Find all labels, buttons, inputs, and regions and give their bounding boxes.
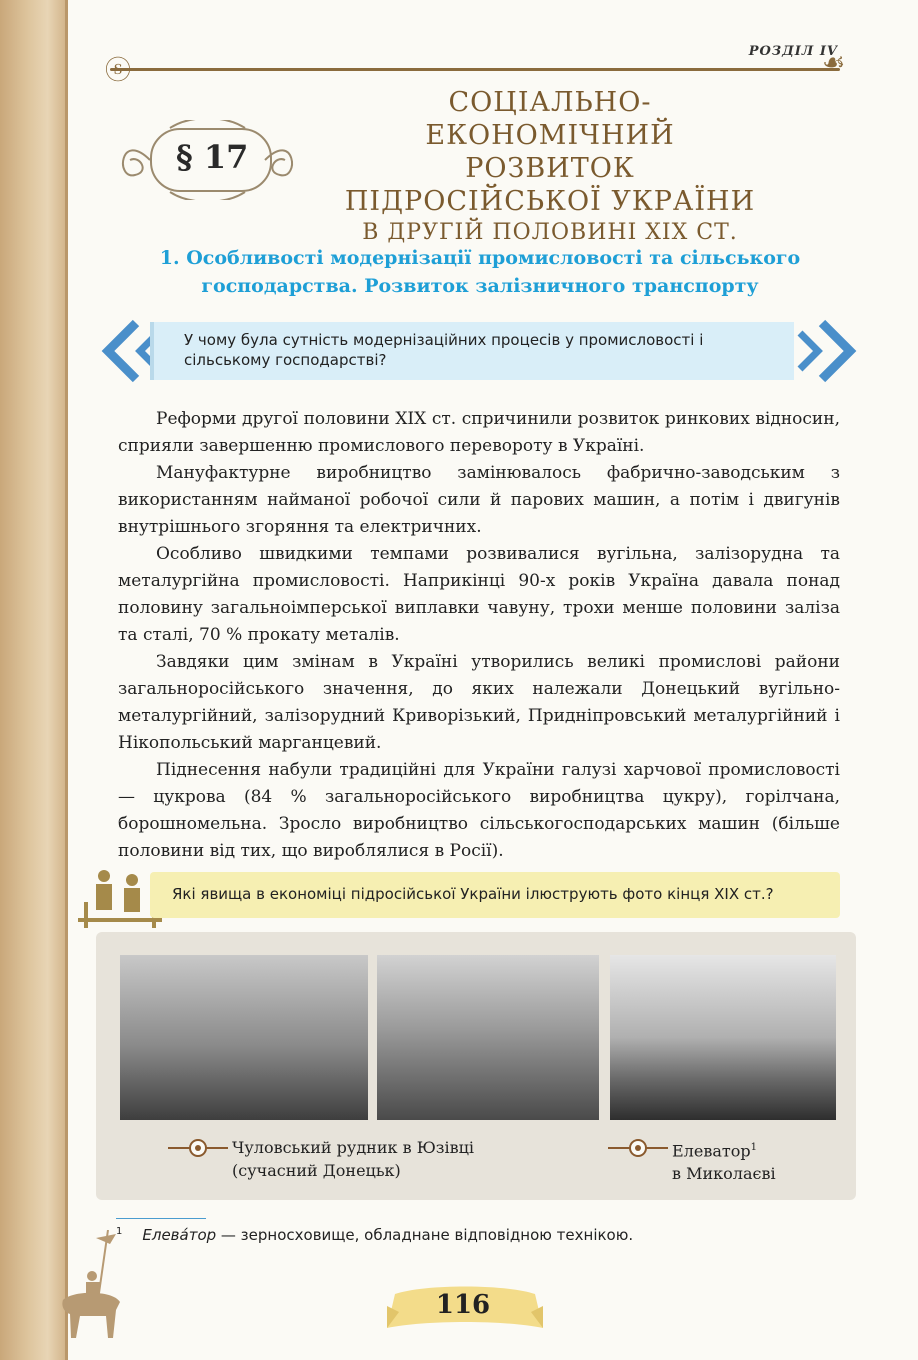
body-paragraph: Піднесення набули традиційні для України галузі харчової промисловості — цукрова (84 % загальноросійського виробництва цукру), горілчана, борошномельна. Зросло виробництво сільськогосподарських машин (більше половини від тих, що вироблялися в Росії). <box>118 760 840 861</box>
footnote-rule <box>116 1218 206 1219</box>
photo-question-text: Які явища в економіці підросійської України ілюструють фото кінця XIX ст.? <box>172 885 774 903</box>
footnote-term: Елева́тор <box>142 1226 217 1244</box>
caption-line: (сучасний Донецьк) <box>232 1161 401 1180</box>
subheading-line: 1. Особливості модернізації промисловості та сільського <box>159 247 801 269</box>
page-number: 116 <box>435 1290 491 1320</box>
caption-mine <box>232 1136 474 1182</box>
body-paragraph: Особливо швидкими темпами розвивалися вугільна, залізорудна та металургійна промисловості. Наприкінці 90-х років Україна давала понад половину загальноімперської виплавки чавуну, трохи менше половини заліза та сталі, 70 % прокату металів. <box>118 544 840 645</box>
photo-question-band <box>150 872 840 918</box>
body-paragraph: Реформи другої половини XIX ст. спричинили розвиток ринкових відносин, сприяли завершенню промислового перевороту в Україні. <box>118 409 840 456</box>
photo-elevator <box>610 955 836 1120</box>
body-text <box>118 406 840 865</box>
caption-line: Елеватор <box>672 1141 751 1161</box>
question-text: У чому була сутність модернізаційних процесів у промисловості і сільському господарстві? <box>184 331 704 369</box>
photo-mine <box>120 955 368 1120</box>
title-line: СОЦІАЛЬНО-ЕКОНОМІЧНИЙ <box>425 87 675 151</box>
body-paragraph: Мануфактурне виробництво замінювалось фабрично-заводським з використанням найманої робочої сили й парових машин, а потім і двигунів внутрішнього згоряння та електричних. <box>118 463 840 537</box>
horseman-silhouette-icon <box>58 1230 128 1340</box>
page-edge-decoration <box>0 0 68 1360</box>
title-line: РОЗВИТОК <box>465 153 635 184</box>
header-rule <box>110 68 840 71</box>
caption-line: Чуловський рудник в Юзівці <box>232 1138 475 1157</box>
section-label: РОЗДІЛ IV <box>748 44 838 59</box>
caption-line: в Миколаєві <box>672 1164 776 1184</box>
footnote-mark: 1 <box>116 1226 123 1237</box>
blue-ornament-icon <box>792 318 862 384</box>
body-paragraph: Завдяки цим змінам в Україні утворились великі промислові райони загальноросійського значення, до яких належали Донецький вугільно-металургійний, залізорудний Криворізький, Придніпровський металургійний і Нікопольський марганцевий. <box>118 652 840 753</box>
swirl-ornament-icon: ☙ <box>822 48 846 78</box>
footnote-text: — зерносховище, обладнане відповідною технікою. <box>216 1226 634 1244</box>
caption-ornament-icon <box>168 1138 228 1158</box>
question-box <box>150 322 794 380</box>
footnote <box>116 1226 633 1244</box>
title-line: ПІДРОСІЙСЬКОЇ УКРАЇНИ <box>344 186 756 217</box>
title-line: В ДРУГІЙ ПОЛОВИНІ XIX СТ. <box>362 220 738 245</box>
paragraph-number: § 17 <box>176 138 249 176</box>
page-title <box>330 86 770 248</box>
caption-ornament-icon <box>608 1138 668 1158</box>
subheading <box>140 244 820 300</box>
paragraph-badge <box>110 120 305 200</box>
photo-industrial-landscape <box>377 955 599 1120</box>
swirl-ornament-icon: ⓢ <box>105 56 132 86</box>
subheading-line: господарства. Розвиток залізничного транспорту <box>201 275 759 297</box>
caption-elevator <box>672 1136 776 1185</box>
footnote-reference: 1 <box>750 1142 757 1153</box>
